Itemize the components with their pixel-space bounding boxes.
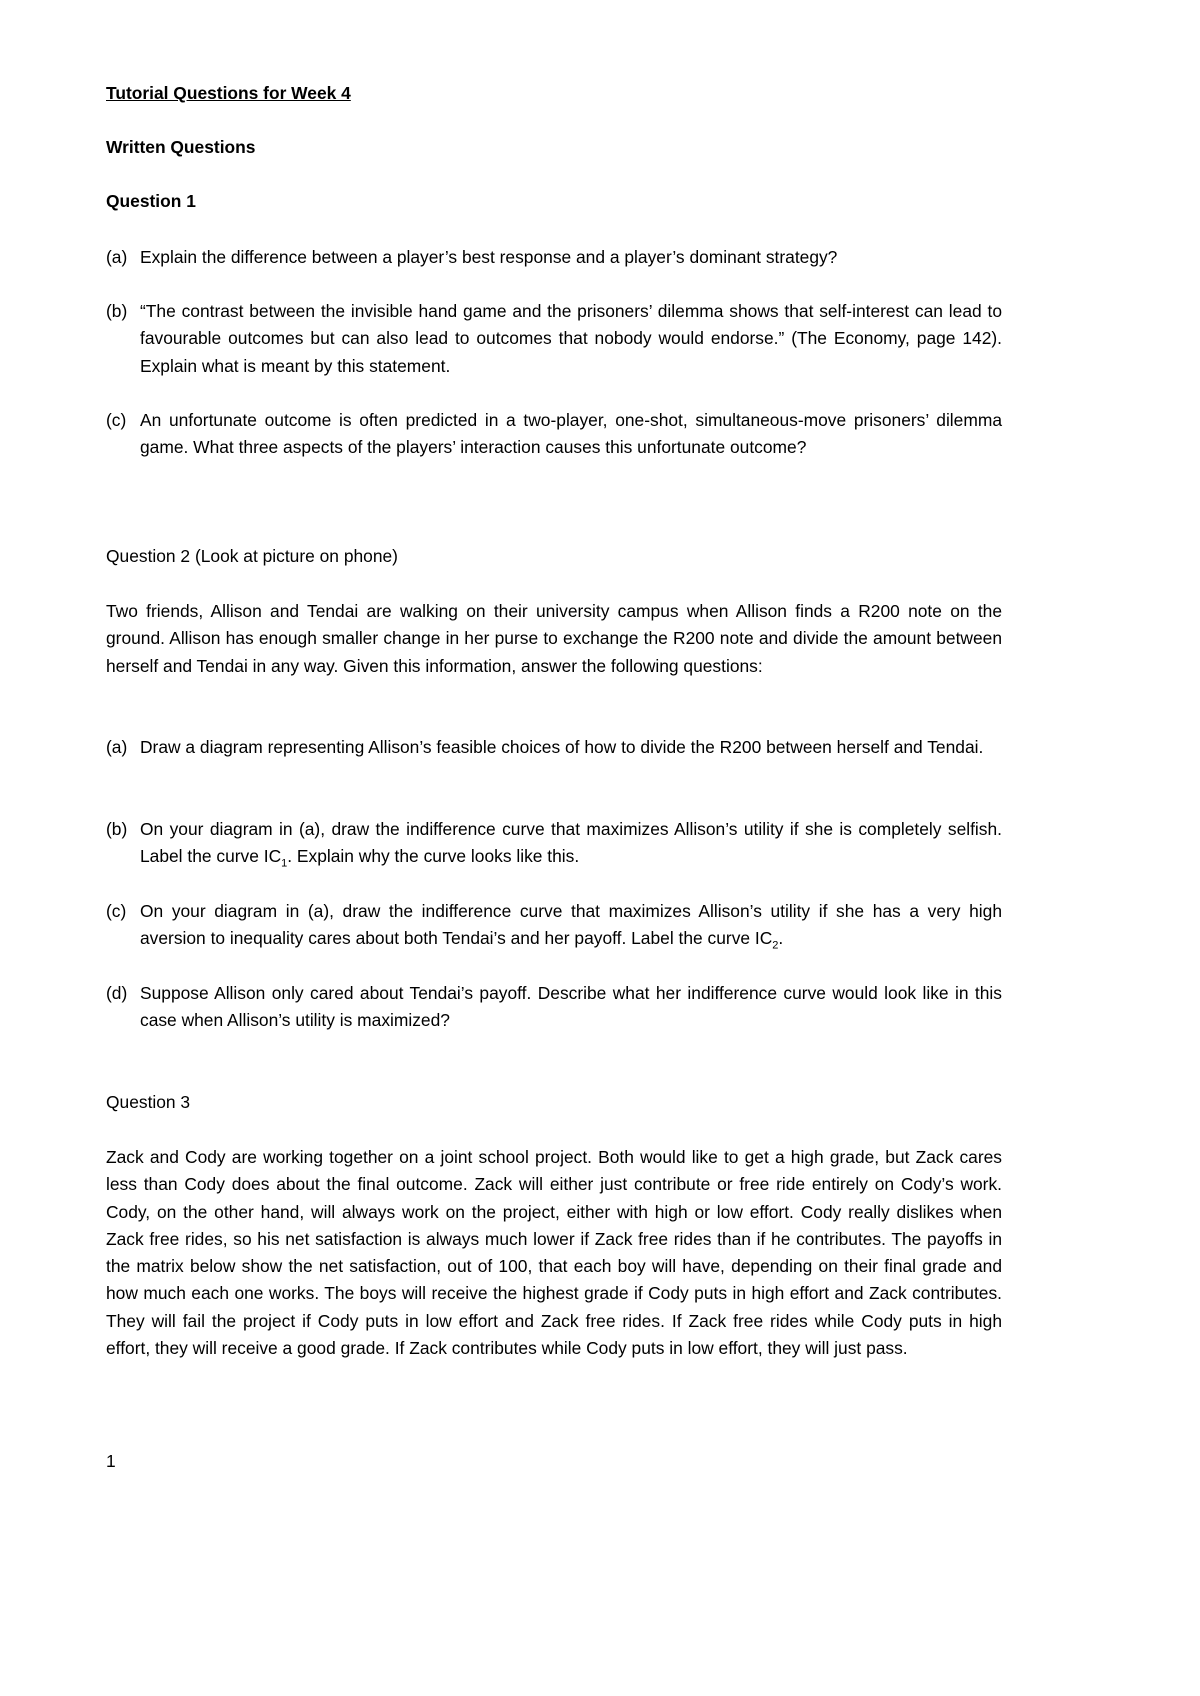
q1-item-a (106, 244, 1002, 271)
item-label: (b) (106, 819, 128, 839)
question-3-heading: Question 3 (106, 1092, 191, 1112)
item-text: An unfortunate outcome is often predicted in a two-player, one-shot, simultaneous-move prisoners’ dilemma game. What three aspects of the players’ interaction causes this unfortunate outcome? (140, 410, 1002, 458)
item-label: (c) (106, 901, 127, 921)
question-2-heading: Question 2 (Look at picture on phone) (106, 546, 398, 566)
item-label: (a) (106, 247, 128, 267)
item-text: Suppose Allison only cared about Tendai’s payoff. Describe what her indifference curve would look like in this case when Allison’s utility is maximized? (140, 983, 1002, 1031)
item-label: (c) (106, 410, 127, 430)
item-text-after: . Explain why the curve looks like this. (287, 846, 580, 867)
q2-item-a (106, 734, 1002, 761)
question-1-heading: Question 1 (106, 191, 196, 211)
item-text: Explain the difference between a player’s best response and a player’s dominant strategy? (140, 247, 838, 267)
q2-item-d (106, 980, 1002, 1035)
item-label: (a) (106, 737, 128, 757)
q1-item-c (106, 407, 1002, 462)
item-label: (b) (106, 301, 128, 321)
question-3-intro: Zack and Cody are working together on a joint school project. Both would like to get a high grade, but Zack cares less than Cody does about the final outcome. Zack will either just contribute or free ride entirely on Cody’s work. Cody, on the other hand, will always work on the project, either with high or low effort. Cody really dislikes when Zack free rides, so his net satisfaction is always much lower if Zack free rides than if he contributes. The payoffs in the matrix below show the net satisfaction, out of 100, that each boy will have, depending on their final grade and how much each one works. The boys will receive the highest grade if Cody puts in high effort and Zack contributes. They will fail the project if Cody puts in low effort and Zack free rides. If Zack free rides while Cody puts in high effort, they will receive a good grade. If Zack contributes while Cody puts in low effort, they will just pass. (106, 1147, 1002, 1359)
page-title: Tutorial Questions for Week 4 (106, 83, 351, 103)
item-text: “The contrast between the invisible hand game and the prisoners’ dilemma shows that self-interest can lead to favourable outcomes but can also lead to outcomes that nobody would endorse.” (The Economy, page 142). Explain what is meant by this statement. (140, 301, 1002, 376)
page-number: 1 (106, 1451, 116, 1471)
subscript: 2 (772, 939, 779, 952)
q2-item-c (106, 898, 1002, 953)
question-2-intro: Two friends, Allison and Tendai are walking on their university campus when Allison finds a R200 note on the ground. Allison has enough smaller change in her purse to exchange the R200 note and divide the amount between herself and Tendai in any way. Given this information, answer the following questions: (106, 601, 1002, 676)
item-text (140, 816, 1002, 871)
q1-item-b (106, 298, 1002, 380)
item-text (140, 898, 1002, 953)
subscript: 1 (281, 857, 288, 870)
item-text-after: . (778, 928, 784, 949)
item-text: Draw a diagram representing Allison’s feasible choices of how to divide the R200 between herself and Tendai. (140, 737, 984, 757)
section-heading: Written Questions (106, 137, 256, 157)
item-text-main: On your diagram in (a), draw the indifference curve that maximizes Allison’s utility if she has a very high aversion to inequality cares about both Tendai’s and her payoff. Label the curve IC (140, 901, 1002, 949)
item-label: (d) (106, 983, 128, 1003)
item-text-main: On your diagram in (a), draw the indifference curve that maximizes Allison’s utility if she is completely selfish. Label the curve IC (140, 819, 1002, 867)
q2-item-b (106, 816, 1002, 871)
